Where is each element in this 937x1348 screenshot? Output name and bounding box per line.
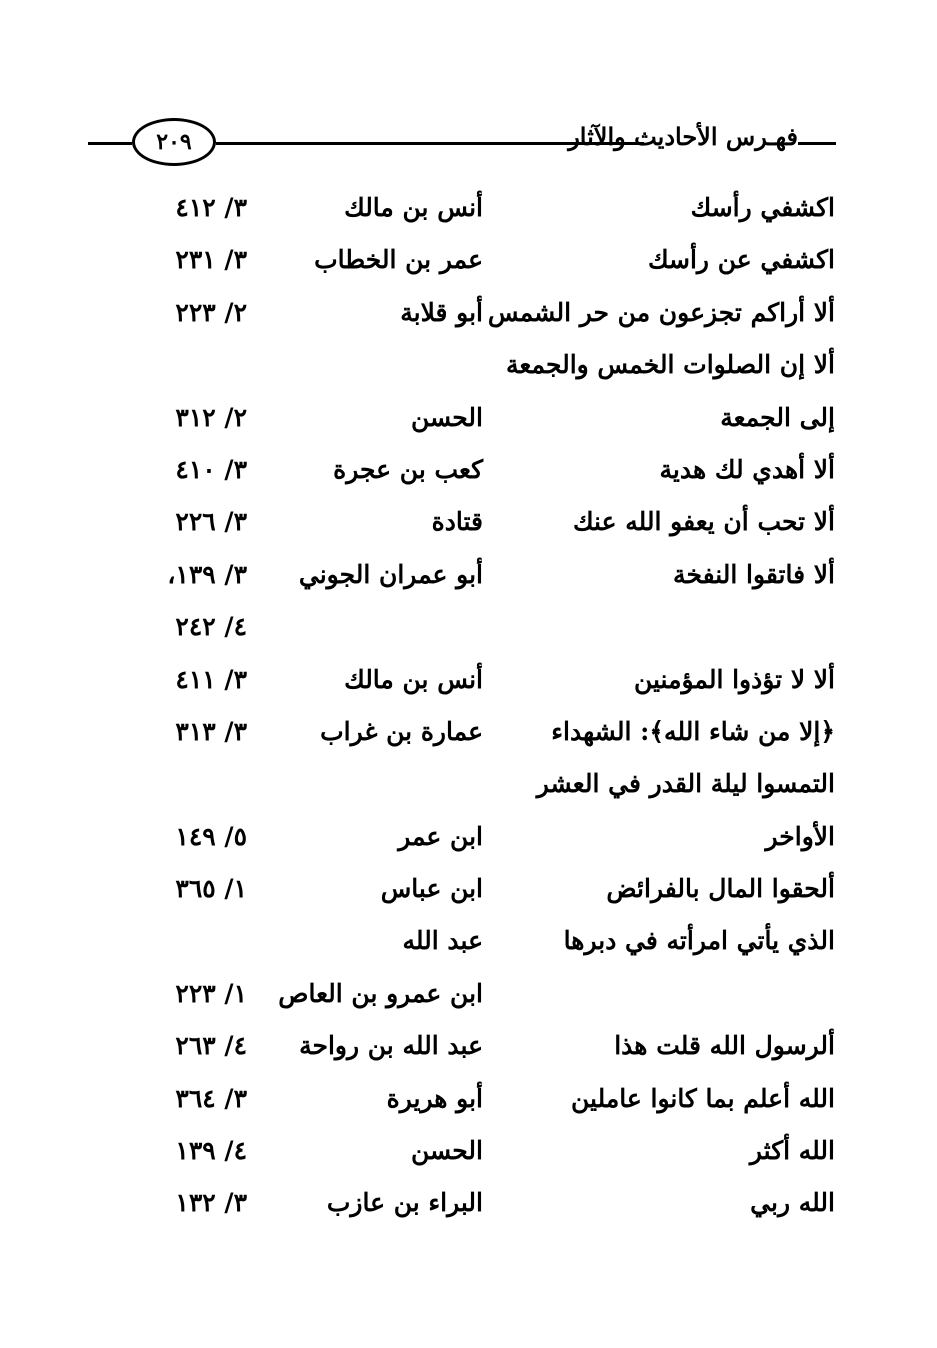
page-number: ٢٠٩ (132, 118, 216, 166)
volume-page-reference: ٣/ ٤١١ (175, 664, 247, 694)
index-row (130, 654, 835, 706)
volume-page-reference: ٣/ ١٣٩، (167, 559, 247, 589)
volume-page-reference: ٢/ ٢٢٣ (175, 297, 247, 327)
index-row (130, 1177, 835, 1229)
index-row (130, 392, 835, 444)
hadith-text: الذي يأتي امرأته في دبرها (563, 926, 835, 956)
volume-page-reference: ٣/ ٣١٣ (175, 716, 247, 746)
hadith-text: التمسوا ليلة القدر في العشر (536, 769, 835, 799)
index-row (130, 601, 835, 653)
narrator-name: أبو عمران الجوني (298, 559, 483, 589)
volume-page-reference: ١/ ٣٦٥ (175, 874, 247, 904)
hadith-text: ألا فاتقوا النفخة (673, 559, 835, 589)
narrator-name: أبو قلابة (400, 297, 483, 327)
volume-page-reference: ٤/ ١٣٩ (175, 1136, 247, 1166)
volume-page-reference (127, 339, 247, 391)
index-row (130, 706, 835, 758)
hadith-text: الله أكثر (749, 1136, 835, 1166)
hadith-text: ألا تحب أن يعفو الله عنك (572, 507, 835, 537)
hadith-text: اكشفي عن رأسك (647, 245, 835, 275)
hadith-text: ألحقوا المال بالفرائض (606, 874, 835, 904)
index-row (130, 234, 835, 286)
index-row (130, 496, 835, 548)
index-row (130, 339, 835, 391)
index-row (130, 915, 835, 967)
narrator-name: عبد الله بن رواحة (299, 1031, 483, 1061)
volume-page-reference: ٣/ ١٣٢ (175, 1188, 247, 1218)
narrator-name: عمر بن الخطاب (314, 245, 483, 275)
volume-page-reference: ٤/ ٢٦٣ (175, 1031, 247, 1061)
narrator-name: عبد الله (402, 926, 483, 956)
hadith-text: ألا لا تؤذوا المؤمنين (633, 664, 835, 694)
index-row (130, 863, 835, 915)
narrator-name: قتادة (431, 507, 483, 537)
hadith-text (495, 968, 835, 1020)
narrator-name: ابن عباس (380, 874, 483, 904)
volume-page-reference: ٤/ ٢٤٢ (175, 612, 247, 642)
index-row (130, 444, 835, 496)
index-row (130, 1020, 835, 1072)
index-row (130, 1125, 835, 1177)
page-header (88, 110, 833, 170)
hadith-text: ألا أراكم تجزعون من حر الشمس (487, 297, 835, 327)
index-row (130, 811, 835, 863)
hadith-text: ألا إن الصلوات الخمس والجمعة (506, 350, 835, 380)
narrator-name: ابن عمر (398, 821, 483, 851)
index-entries (130, 182, 835, 1230)
index-row (130, 549, 835, 601)
narrator-name: الحسن (410, 402, 483, 432)
hadith-text: ألرسول الله قلت هذا (614, 1031, 835, 1061)
narrator-name: أنس بن مالك (344, 664, 483, 694)
index-row (130, 758, 835, 810)
volume-page-reference: ٣/ ٤١٠ (175, 454, 247, 484)
volume-page-reference: ٢/ ٣١٢ (175, 402, 247, 432)
volume-page-reference: ٣/ ٤١٢ (175, 193, 247, 222)
narrator-name: أبو هريرة (386, 1083, 483, 1113)
hadith-text: إلى الجمعة (720, 402, 835, 432)
volume-page-reference: ٣/ ٣٦٤ (175, 1083, 247, 1113)
volume-page-reference (127, 915, 247, 967)
volume-page-reference: ٣/ ٢٢٦ (175, 507, 247, 537)
hadith-text: الله أعلم بما كانوا عاملين (571, 1083, 835, 1113)
narrator-name: ابن عمرو بن العاص (278, 978, 483, 1008)
hadith-text: الأواخر (765, 821, 835, 851)
index-row (130, 968, 835, 1020)
index-row (130, 287, 835, 339)
volume-page-reference: ٣/ ٢٣١ (175, 245, 247, 275)
hadith-text: ألا أهدي لك هدية (659, 454, 835, 484)
hadith-text: الله ربي (750, 1188, 835, 1218)
index-row (130, 182, 835, 234)
volume-page-reference: ٥/ ١٤٩ (175, 821, 247, 851)
index-row (130, 1073, 835, 1125)
narrator-name: الحسن (410, 1136, 483, 1166)
narrator-name: أنس بن مالك (344, 193, 483, 222)
running-title: فهـرس الأحاديث والآثار (568, 122, 798, 151)
narrator-name: البراء بن عازب (326, 1188, 483, 1218)
header-rule-left (88, 142, 132, 145)
narrator-name (273, 758, 483, 810)
volume-page-reference: ١/ ٢٢٣ (175, 978, 247, 1008)
narrator-name (273, 339, 483, 391)
narrator-name (273, 601, 483, 653)
volume-page-reference (127, 758, 247, 810)
narrator-name: كعب بن عجرة (333, 454, 483, 484)
hadith-text: ﴿إلا من شاء الله﴾: الشهداء (551, 716, 835, 746)
hadith-text: اكشفي رأسك (690, 193, 835, 222)
hadith-text (495, 601, 835, 653)
header-rule-right (798, 142, 836, 145)
narrator-name: عمارة بن غراب (320, 716, 483, 746)
